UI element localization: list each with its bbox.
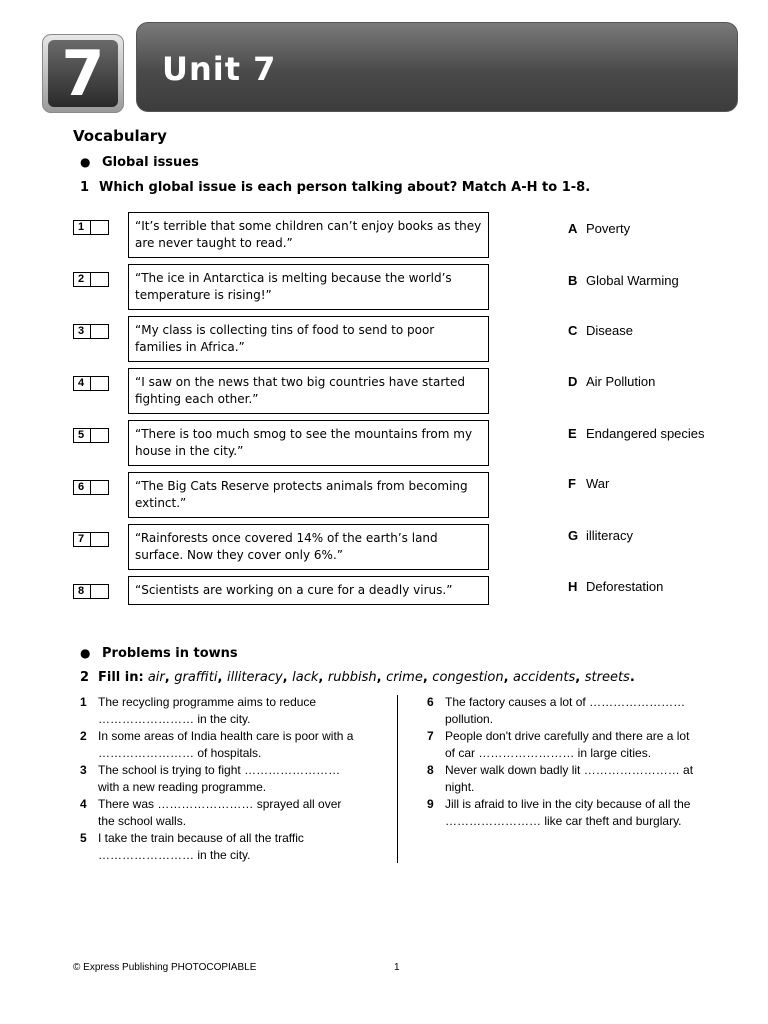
fill-in-sentence bbox=[80, 728, 354, 762]
option-text: Global Warming bbox=[586, 273, 679, 288]
sentence-line-1: People don't drive carefully and there are a lot bbox=[445, 729, 690, 743]
unit-number-badge bbox=[42, 34, 124, 113]
word-list bbox=[148, 670, 635, 685]
word-separator: , bbox=[503, 670, 514, 685]
unit-number: 7 bbox=[48, 40, 118, 107]
topic-problems-in-towns bbox=[80, 646, 238, 661]
word-option: air bbox=[147, 670, 165, 685]
answer-box[interactable] bbox=[73, 532, 109, 547]
option-letter: F bbox=[568, 476, 576, 491]
word-separator: , bbox=[282, 670, 293, 685]
sentence-line-1: There was …………………… sprayed all over bbox=[98, 797, 342, 811]
option-item bbox=[568, 579, 663, 594]
sentence-line-2: …………………… of hospitals. bbox=[98, 746, 262, 760]
sentence-number: 6 bbox=[427, 695, 434, 709]
sentence-number: 7 bbox=[427, 729, 434, 743]
sentence-number: 8 bbox=[427, 763, 434, 777]
option-item bbox=[568, 476, 609, 491]
exercise-number: 2 bbox=[80, 670, 90, 685]
footer-page-number: 1 bbox=[394, 962, 400, 973]
unit-title: Unit 7 bbox=[162, 50, 277, 88]
option-item bbox=[568, 528, 633, 543]
item-number: 3 bbox=[74, 325, 91, 338]
word-option: crime bbox=[386, 670, 423, 685]
exercise-number: 1 bbox=[80, 180, 90, 195]
section-heading: Vocabulary bbox=[73, 127, 167, 145]
word-option: rubbish bbox=[327, 670, 377, 685]
quote-box: “The Big Cats Reserve protects animals from becoming extinct.” bbox=[128, 472, 489, 518]
sentence-number: 3 bbox=[80, 763, 87, 777]
answer-box[interactable] bbox=[73, 428, 109, 443]
item-number: 5 bbox=[74, 429, 91, 442]
option-letter: G bbox=[568, 528, 579, 543]
option-text: Deforestation bbox=[586, 579, 664, 594]
fill-in-sentence bbox=[427, 728, 690, 762]
word-option: streets bbox=[584, 670, 630, 685]
sentence-line-2: the school walls. bbox=[98, 814, 187, 828]
option-text: Endangered species bbox=[586, 426, 705, 441]
sentence-number: 9 bbox=[427, 797, 434, 811]
sentence-number: 4 bbox=[80, 797, 87, 811]
sentence-line-2: …………………… in the city. bbox=[98, 712, 251, 726]
quote-box: “Scientists are working on a cure for a deadly virus.” bbox=[128, 576, 489, 605]
fill-in-sentence bbox=[80, 796, 342, 830]
sentence-number: 1 bbox=[80, 695, 87, 709]
answer-box[interactable] bbox=[73, 220, 109, 235]
item-number: 8 bbox=[74, 585, 91, 598]
sentence-line-1: The factory causes a lot of …………………… bbox=[445, 695, 686, 709]
option-item bbox=[568, 323, 633, 338]
sentence-line-2: night. bbox=[445, 780, 475, 794]
quote-box: “I saw on the news that two big countries have started fighting each other.” bbox=[128, 368, 489, 414]
word-separator: , bbox=[318, 670, 328, 685]
option-text: War bbox=[586, 476, 610, 491]
quote-box: “The ice in Antarctica is melting because the world’s temperature is rising!” bbox=[128, 264, 489, 310]
fill-in-sentence bbox=[427, 762, 694, 796]
item-number: 2 bbox=[74, 273, 91, 286]
sentence-line-1: I take the train because of all the traffic bbox=[98, 831, 304, 845]
sentence-number: 5 bbox=[80, 831, 87, 845]
sentence-line-1: Jill is afraid to live in the city because of all the bbox=[445, 797, 691, 811]
item-number: 4 bbox=[74, 377, 91, 390]
option-letter: A bbox=[568, 221, 578, 236]
sentence-line-2: of car …………………… in large cities. bbox=[445, 746, 652, 760]
topic-global-issues bbox=[80, 155, 199, 170]
word-separator: , bbox=[217, 670, 227, 685]
fill-in-label: Fill in: bbox=[98, 670, 144, 685]
quote-box: “Rainforests once covered 14% of the earth’s land surface. Now they cover only 6%.” bbox=[128, 524, 489, 570]
topic-label: Problems in towns bbox=[102, 646, 238, 661]
answer-box[interactable] bbox=[73, 272, 109, 287]
topic-label: Global issues bbox=[102, 155, 199, 170]
exercise-2-instruction bbox=[80, 670, 635, 685]
answer-box[interactable] bbox=[73, 324, 109, 339]
item-number: 6 bbox=[74, 481, 91, 494]
option-text: illiteracy bbox=[586, 528, 633, 543]
word-separator: , bbox=[376, 670, 387, 685]
quote-box: “My class is collecting tins of food to send to poor families in Africa.” bbox=[128, 316, 489, 362]
option-text: Disease bbox=[586, 323, 633, 338]
column-divider bbox=[397, 695, 398, 863]
instruction-text: Which global issue is each person talking about? Match A-H to 1-8. bbox=[99, 180, 591, 195]
option-letter: H bbox=[568, 579, 578, 594]
footer-copyright: © Express Publishing PHOTOCOPIABLE bbox=[73, 962, 257, 973]
sentence-line-2: …………………… in the city. bbox=[98, 848, 251, 862]
quote-box: “It’s terrible that some children can’t enjoy books as they are never taught to read.” bbox=[128, 212, 489, 258]
option-item bbox=[568, 273, 679, 288]
fill-in-sentence bbox=[427, 796, 691, 830]
sentence-number: 2 bbox=[80, 729, 87, 743]
sentence-line-1: The school is trying to fight …………………… bbox=[98, 763, 341, 777]
answer-box[interactable] bbox=[73, 480, 109, 495]
sentence-line-2: …………………… like car theft and burglary. bbox=[445, 814, 682, 828]
option-item bbox=[568, 374, 655, 389]
fill-in-sentence bbox=[80, 694, 317, 728]
exercise-1-instruction bbox=[80, 180, 590, 195]
word-separator: , bbox=[575, 670, 585, 685]
option-letter: C bbox=[568, 323, 578, 338]
item-number: 7 bbox=[74, 533, 91, 546]
option-text: Poverty bbox=[586, 221, 631, 236]
item-number: 1 bbox=[74, 221, 91, 234]
sentence-line-1: Never walk down badly lit …………………… at bbox=[445, 763, 694, 777]
option-letter: D bbox=[568, 374, 578, 389]
word-option: graffiti bbox=[174, 670, 218, 685]
option-text: Air Pollution bbox=[586, 374, 656, 389]
word-option: accidents bbox=[513, 670, 576, 685]
answer-box[interactable] bbox=[73, 376, 109, 391]
option-letter: E bbox=[568, 426, 577, 441]
sentence-line-2: with a new reading programme. bbox=[98, 780, 267, 794]
option-item bbox=[568, 221, 630, 236]
sentence-line-1: In some areas of India health care is poor with a bbox=[98, 729, 354, 743]
fill-in-sentence bbox=[80, 830, 304, 864]
option-letter: B bbox=[568, 273, 578, 288]
fill-in-sentence bbox=[80, 762, 341, 796]
word-separator: . bbox=[629, 670, 635, 685]
fill-in-sentence bbox=[427, 694, 686, 728]
quote-box: “There is too much smog to see the mountains from my house in the city.” bbox=[128, 420, 489, 466]
bullet-icon: ● bbox=[80, 155, 91, 169]
word-option: lack bbox=[292, 670, 319, 685]
word-option: congestion bbox=[432, 670, 504, 685]
sentence-line-2: pollution. bbox=[445, 712, 494, 726]
word-separator: , bbox=[164, 670, 175, 685]
word-option: illiteracy bbox=[226, 670, 283, 685]
word-separator: , bbox=[422, 670, 433, 685]
bullet-icon: ● bbox=[80, 646, 91, 660]
sentence-line-1: The recycling programme aims to reduce bbox=[98, 695, 317, 709]
answer-box[interactable] bbox=[73, 584, 109, 599]
option-item bbox=[568, 426, 705, 441]
